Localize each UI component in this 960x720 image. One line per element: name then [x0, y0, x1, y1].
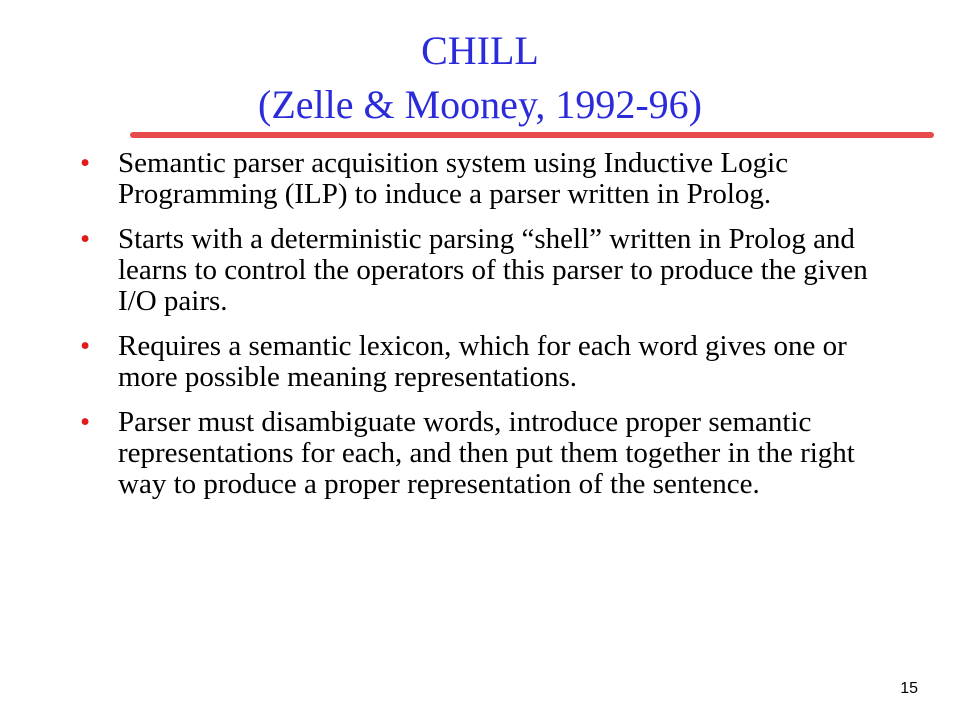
- bullet-text: Parser must disambiguate words, introduce proper semantic representations for each, and then put them together in the right way to produce a proper representation of the sentence.: [118, 406, 855, 500]
- bullet-icon: •: [80, 223, 91, 255]
- bullet-text: Semantic parser acquisition system using Inductive Logic Programming (ILP) to induce a parser written in Prolog.: [118, 147, 789, 210]
- bullet-item: [80, 407, 900, 500]
- title-line-2: (Zelle & Mooney, 1992-96): [258, 82, 702, 127]
- bullet-item: [80, 224, 900, 317]
- slide-number: 15: [900, 680, 918, 697]
- slide-title: [0, 24, 960, 132]
- bullet-item: [80, 331, 900, 393]
- bullet-icon: •: [80, 147, 91, 179]
- bullet-text: Requires a semantic lexicon, which for each word gives one or more possible meaning representations.: [118, 330, 847, 393]
- bullet-item: [80, 148, 900, 210]
- bullet-icon: •: [80, 406, 91, 438]
- bullet-text: Starts with a deterministic parsing “shell” written in Prolog and learns to control the operators of this parser to produce the given I/O pairs.: [118, 223, 868, 317]
- bullet-list: [80, 148, 900, 514]
- bullet-icon: •: [80, 330, 91, 362]
- title-divider: [130, 132, 934, 138]
- title-line-1: CHILL: [421, 28, 539, 73]
